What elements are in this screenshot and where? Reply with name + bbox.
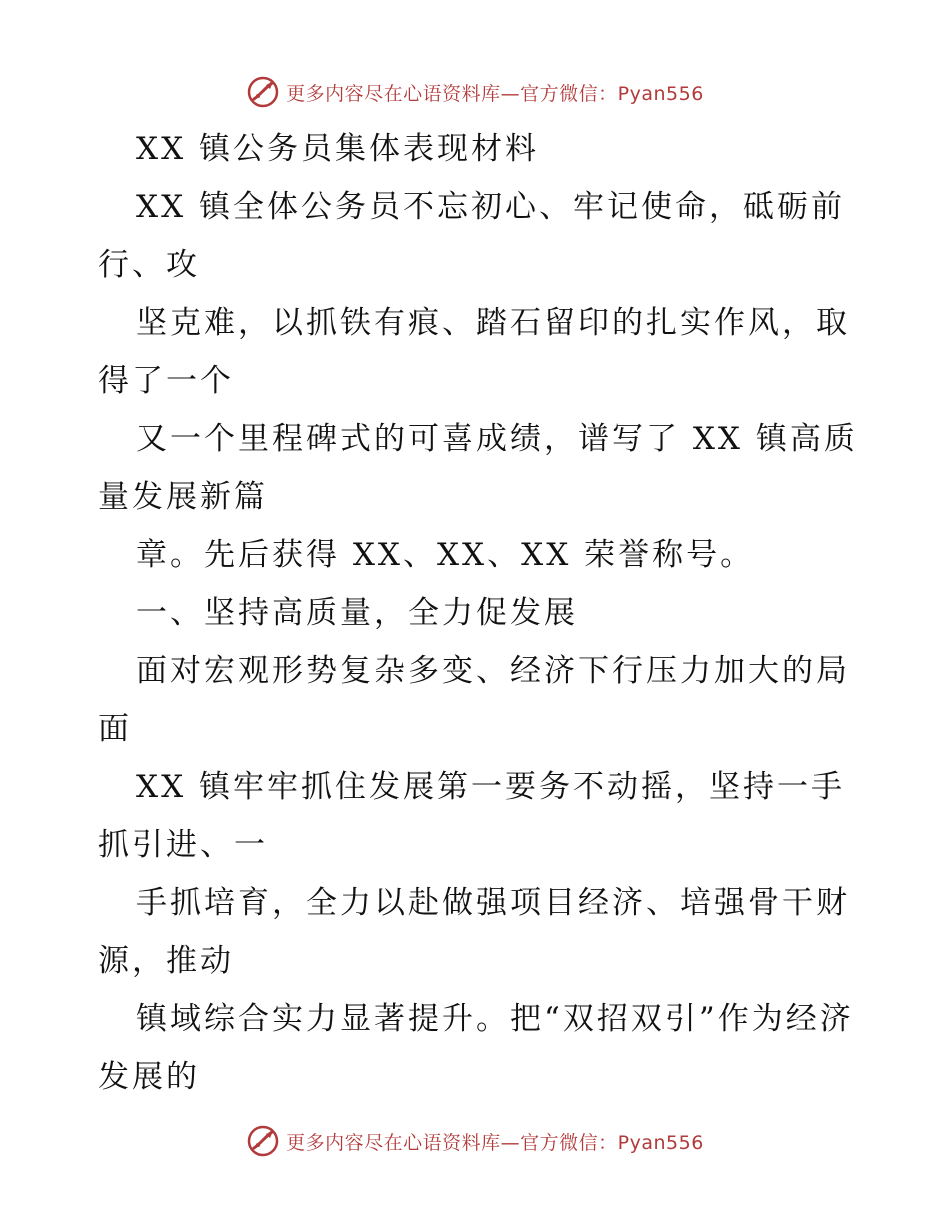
watermark-text: 更多内容尽在心语资料库—官方微信：Pyan556 (286, 82, 704, 105)
document-title: XX 镇公务员集体表现材料 (136, 131, 539, 167)
paragraph: 手抓培育，全力以赴做强项目经济、培强骨干财源，推动 (98, 885, 850, 979)
watermark-header (0, 72, 950, 112)
paragraph: XX 镇全体公务员不忘初心、牢记使命，砥砺前行、攻 (98, 189, 845, 283)
section-heading: 一、坚持高质量，全力促发展 (136, 595, 578, 631)
paragraph: 又一个里程碑式的可喜成绩，谱写了 XX 镇高质量发展新篇 (98, 421, 858, 515)
paragraph: 章。先后获得 XX、XX、XX 荣誉称号。 (136, 537, 755, 573)
document-body (98, 120, 868, 1106)
watermark-footer (0, 1121, 950, 1161)
pen-logo-icon (246, 1124, 280, 1158)
paragraph: 坚克难，以抓铁有痕、踏石留印的扎实作风，取得了一个 (98, 305, 850, 399)
paragraph: 镇域综合实力显著提升。把“双招双引”作为经济发展的 (98, 1001, 854, 1095)
paragraph: XX 镇牢牢抓住发展第一要务不动摇，坚持一手抓引进、一 (98, 769, 845, 863)
watermark-text: 更多内容尽在心语资料库—官方微信：Pyan556 (286, 1131, 704, 1154)
paragraph: 面对宏观形势复杂多变、经济下行压力加大的局面 (98, 653, 850, 747)
pen-logo-icon (246, 75, 280, 109)
